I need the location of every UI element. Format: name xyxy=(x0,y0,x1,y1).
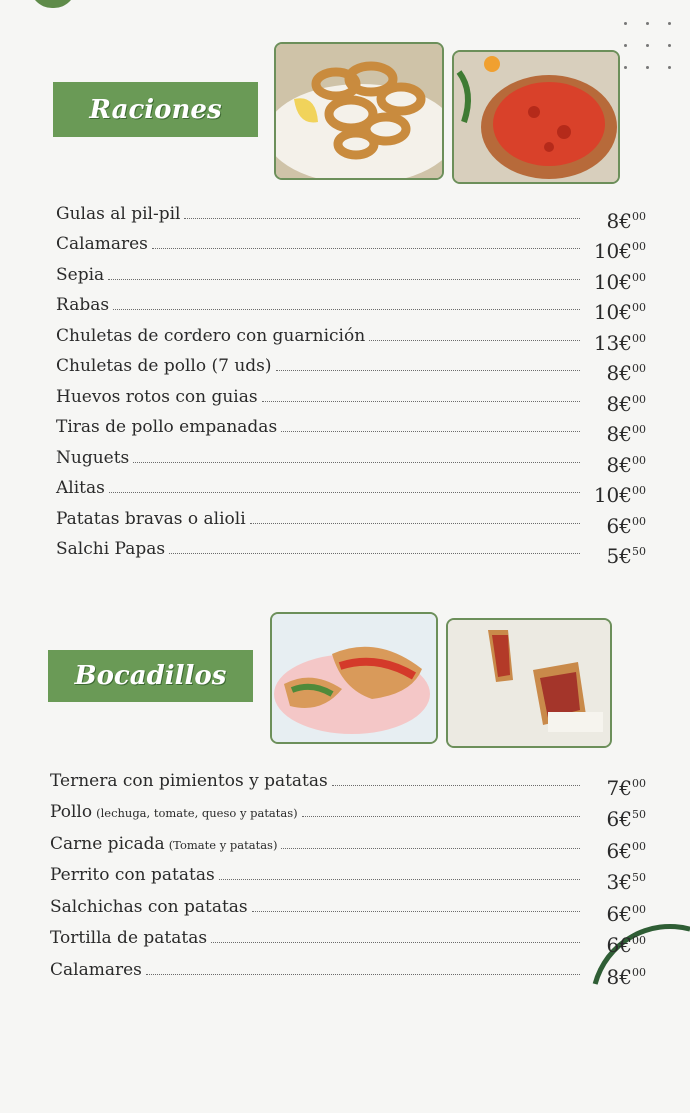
item-name-text: Chuletas de pollo (7 uds) xyxy=(56,356,272,376)
item-name xyxy=(56,447,133,468)
price-amount: 6€ xyxy=(606,838,632,863)
dotted-leader xyxy=(332,785,580,786)
dotted-leader xyxy=(250,523,580,524)
item-name xyxy=(56,325,369,346)
dotted-leader xyxy=(302,816,580,817)
item-name-text: Ternera con pimientos y patatas xyxy=(50,770,328,791)
menu-item xyxy=(50,821,646,863)
menu-item xyxy=(56,192,646,233)
price-cents: 00 xyxy=(632,965,646,979)
price-amount: 6€ xyxy=(606,933,632,957)
price-amount: 8€ xyxy=(606,452,632,477)
item-name-text: Salchichas con patatas xyxy=(50,896,248,917)
item-name-text: Huevos rotos con guias xyxy=(56,386,258,407)
price-amount: 8€ xyxy=(606,208,632,233)
menu-item xyxy=(56,345,646,385)
item-name xyxy=(56,203,184,224)
price-amount: 3€ xyxy=(606,870,632,894)
item-name xyxy=(50,959,146,980)
item-name-text: Carne picada xyxy=(50,833,165,854)
price-amount: 7€ xyxy=(606,775,632,800)
dot-grid-decoration xyxy=(622,20,676,80)
price-amount: 8€ xyxy=(606,361,632,385)
price-cents: 00 xyxy=(632,484,646,497)
bocadillos-banner xyxy=(48,650,253,702)
dotted-leader xyxy=(152,248,580,249)
raciones-list xyxy=(56,192,646,568)
stew-photo xyxy=(452,50,620,184)
dotted-leader xyxy=(146,974,580,975)
item-name xyxy=(56,264,108,285)
price-cents: 00 xyxy=(632,514,646,528)
menu-item xyxy=(56,528,646,568)
item-name xyxy=(50,930,211,947)
raciones-banner xyxy=(53,82,258,137)
item-name xyxy=(56,236,152,253)
price-cents: 00 xyxy=(632,423,646,436)
price-amount: 8€ xyxy=(606,391,632,416)
item-name xyxy=(56,419,281,436)
item-name xyxy=(50,867,219,884)
item-name-text: Tortilla de patatas xyxy=(50,928,208,948)
price-amount: 8€ xyxy=(606,422,632,446)
price-amount: 13€ xyxy=(593,330,632,355)
item-name-text: Rabas xyxy=(56,295,110,315)
dotted-leader xyxy=(133,462,580,463)
menu-item xyxy=(56,436,646,477)
price-amount: 8€ xyxy=(606,964,632,989)
menu-item xyxy=(50,758,646,800)
price-cents: 00 xyxy=(632,776,646,790)
dotted-leader xyxy=(113,309,580,310)
price-cents: 00 xyxy=(632,240,646,253)
dotted-leader xyxy=(169,553,580,554)
price-cents: 50 xyxy=(632,808,646,821)
price-cents: 00 xyxy=(632,331,646,345)
item-name-text: Patatas bravas o alioli xyxy=(56,508,246,529)
menu-item xyxy=(56,253,646,294)
price-cents: 50 xyxy=(632,545,646,558)
item-price xyxy=(590,964,646,989)
menu-item xyxy=(50,884,646,926)
price-cents: 00 xyxy=(632,453,646,467)
price-cents: 00 xyxy=(632,902,646,916)
dotted-leader xyxy=(276,370,580,371)
menu-item xyxy=(50,916,646,957)
menu-item xyxy=(50,853,646,894)
price-cents: 00 xyxy=(632,209,646,223)
price-amount: 10€ xyxy=(593,269,632,294)
item-note: (Tomate y patatas) xyxy=(168,837,278,852)
raciones-title: Raciones xyxy=(89,94,222,125)
dotted-leader xyxy=(281,431,580,432)
price-amount: 6€ xyxy=(606,513,632,538)
sandwich-photo xyxy=(270,612,438,744)
menu-item xyxy=(50,947,646,989)
item-name-text: Calamares xyxy=(56,234,148,254)
bocadillos-title: Bocadillos xyxy=(74,661,227,691)
price-amount: 5€ xyxy=(606,544,632,568)
price-cents: 00 xyxy=(632,839,646,853)
price-amount: 6€ xyxy=(606,807,632,831)
item-name-text: Nuguets xyxy=(56,447,130,468)
item-name xyxy=(56,358,276,375)
menu-item xyxy=(56,314,646,355)
price-cents: 00 xyxy=(632,301,646,314)
menu-item xyxy=(56,467,646,507)
price-cents: 00 xyxy=(632,392,646,406)
price-amount: 10€ xyxy=(593,300,632,324)
menu-item xyxy=(56,497,646,538)
price-amount: 10€ xyxy=(593,239,632,263)
dotted-leader xyxy=(219,879,580,880)
dotted-leader xyxy=(252,911,580,912)
item-name-text: Pollo xyxy=(50,802,93,822)
dotted-leader xyxy=(211,942,580,943)
item-name xyxy=(56,508,250,529)
item-name xyxy=(50,833,281,854)
price-cents: 00 xyxy=(632,934,646,947)
dotted-leader xyxy=(281,848,580,849)
menu-item xyxy=(56,375,646,416)
menu-item xyxy=(50,790,646,831)
item-name xyxy=(56,297,113,314)
item-name-text: Gulas al pil-pil xyxy=(56,203,181,224)
item-name-text: Salchi Papas xyxy=(56,539,166,559)
price-cents: 00 xyxy=(632,362,646,375)
item-name xyxy=(50,770,332,791)
dotted-leader xyxy=(108,279,580,280)
item-note: (lechuga, tomate, queso y patatas) xyxy=(96,806,298,820)
item-name xyxy=(56,386,262,407)
calamares-photo xyxy=(274,42,444,180)
bocadillos-list xyxy=(50,758,646,989)
item-name xyxy=(50,804,302,821)
item-name-text: Chuletas de cordero con guarnición xyxy=(56,325,366,346)
menu-item xyxy=(56,284,646,324)
item-price xyxy=(590,546,646,566)
dotted-leader xyxy=(369,340,580,341)
item-name-text: Sepia xyxy=(56,264,105,285)
dotted-leader xyxy=(262,401,580,402)
menu-item xyxy=(56,223,646,263)
menu-item xyxy=(56,406,646,446)
wrap-photo xyxy=(446,618,612,748)
price-amount: 10€ xyxy=(593,483,632,507)
price-cents: 00 xyxy=(632,270,646,284)
dotted-leader xyxy=(109,492,580,493)
price-cents: 50 xyxy=(632,871,646,884)
corner-decoration xyxy=(30,0,76,8)
item-name-text: Calamares xyxy=(50,959,142,980)
dotted-leader xyxy=(184,218,580,219)
item-name-text: Alitas xyxy=(56,478,105,498)
item-name-text: Perrito con patatas xyxy=(50,865,215,885)
item-name xyxy=(56,480,109,497)
price-amount: 6€ xyxy=(606,901,632,926)
item-name xyxy=(50,896,252,917)
item-name-text: Tiras de pollo empanadas xyxy=(56,417,278,437)
item-name xyxy=(56,541,169,558)
